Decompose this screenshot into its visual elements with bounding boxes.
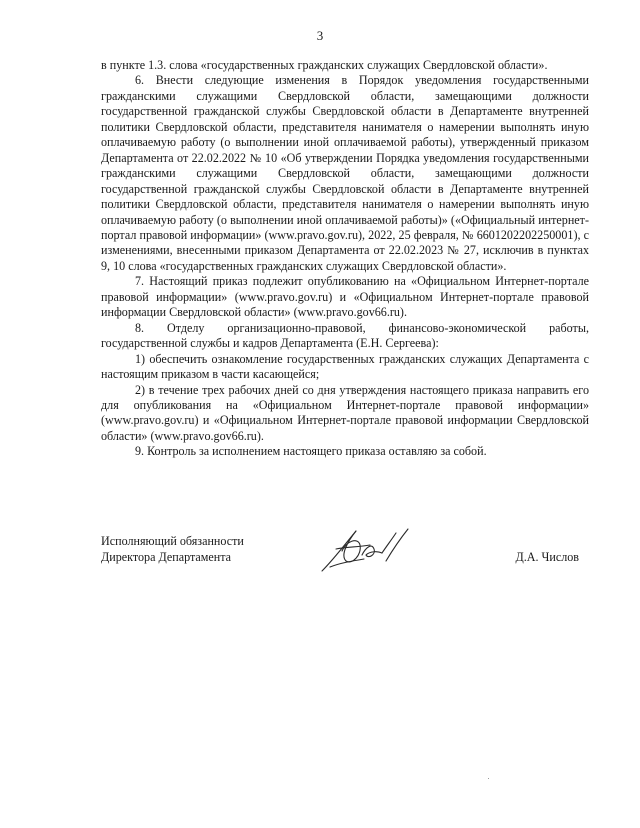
signature-block — [101, 533, 589, 583]
paragraph-item-9: 9. Контроль за исполнением настоящего приказа оставляю за собой. — [135, 444, 487, 459]
paragraph-item-6: 6. Внести следующие изменения в Порядок уведомления государственными гражданскими служащими Свердловской области, замещающими должности государственной гражданской службы Свердловской области в Департаменте внутренней политики Свердловской области, представителя нанимателя о намерении выполнять иную оплачиваемую работу (о выполнении иной оплачиваемой работы), утвержденный приказом Департамента от 22.02.2022 № 10 «Об утверждении Порядка уведомления государственными гражданскими служащими Свердловской области, замещающими должности государственной гражданской службы Свердловской области в Департаменте внутренней политики Свердловской области, представителя нанимателя о намерении выполнять иную оплачиваемую работу (о выполнении иной оплачиваемой работы)» («Официальный интернет-портал правовой информации» (www.pravo.gov.ru), 2022, 25 февраля, № 6601202202250001), с изменениями, внесенными приказом Департамента от 22.02.2023 № 27, исключив в пунктах 9, 10 слова «государственных гражданских служащих Свердловской области». — [101, 73, 589, 273]
signer-name: Д.А. Числов — [515, 550, 579, 564]
paragraph-item-7: 7. Настоящий приказ подлежит опубликованию на «Официальном Интернет-портале правовой информации» (www.pravo.gov.ru) и «Официальном Интернет-портале правовой информации Свердловской области» (www.pravo.gov66.ru). — [101, 274, 589, 320]
paragraph-continuation: в пункте 1.3. слова «государственных гражданских служащих Свердловской области». — [101, 58, 548, 72]
paragraph-subitem-2: 2) в течение трех рабочих дней со дня утверждения настоящего приказа направить его для опубликования на «Официальном Интернет-портале правовой информации» (www.pravo.gov.ru) и «Официальном Интернет-портале правовой информации Свердловской области» (www.pravo.gov66.ru). — [101, 382, 589, 443]
document-body — [101, 58, 589, 460]
handwritten-signature — [316, 525, 416, 577]
paragraph-item-8: 8. Отделу организационно-правовой, финансово-экономической работы, государственной службы и кадров Департамента (Е.Н. Сергеева): — [101, 320, 589, 351]
paragraph-subitem-1: 1) обеспечить ознакомление государственных гражданских служащих Департамента с настоящим приказом в части касающейся; — [101, 351, 589, 382]
signer-title-line-2: Директора Департамента — [101, 550, 232, 564]
page-number: 3 — [316, 28, 324, 43]
scan-artifact — [488, 778, 489, 779]
signer-title-line-1: Исполняющий обязанности — [101, 534, 244, 548]
signer-title — [101, 533, 244, 565]
